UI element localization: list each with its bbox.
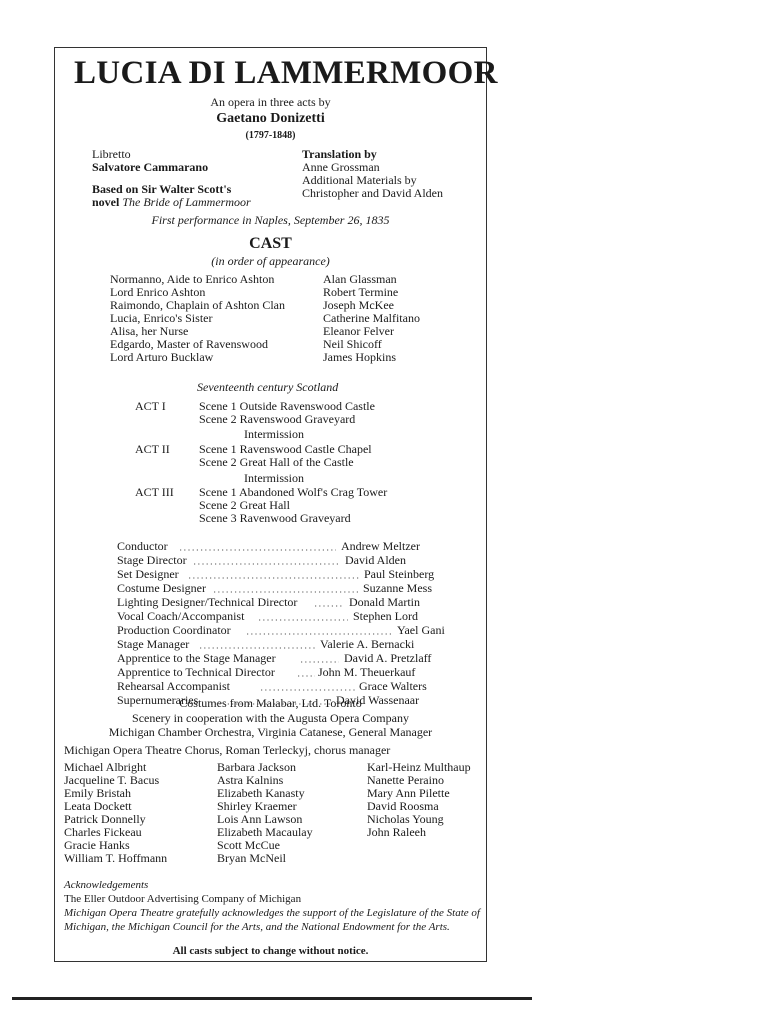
chorus-member: Elizabeth Macaulay: [217, 825, 313, 839]
chorus-member: Michael Albright: [64, 760, 147, 774]
acknowledgements-heading: Acknowledgements: [64, 879, 149, 891]
credit-name: Paul Steinberg: [364, 567, 435, 581]
intermission: Intermission: [244, 471, 304, 485]
additional-materials-label: Additional Materials by: [302, 173, 417, 187]
chorus-member: David Roosma: [367, 799, 439, 813]
chorus-member: Nanette Peraino: [367, 773, 444, 787]
based-on-novel: novel The Bride of Lammermoor: [92, 195, 251, 209]
cast-singer: James Hopkins: [323, 350, 396, 364]
credit-label: Set Designer: [117, 567, 179, 581]
act-2-label: ACT II: [135, 442, 170, 456]
setting: Seventeenth century Scotland: [197, 380, 339, 394]
cast-role: Edgardo, Master of Ravenswood: [110, 337, 268, 351]
first-performance: First performance in Naples, September 26, 1835: [151, 213, 390, 227]
credit-label: Stage Director: [117, 553, 187, 567]
chorus-member: Astra Kalnins: [217, 773, 284, 787]
chorus-heading: Michigan Opera Theatre Chorus, Roman Terleckyj, chorus manager: [64, 743, 391, 757]
credit-label: Supernumeraries: [117, 693, 199, 707]
chorus-column-2: [217, 761, 313, 865]
cast-role: Lord Enrico Ashton: [110, 285, 206, 299]
chorus-column-3: [367, 761, 471, 839]
chorus-member: William T. Hoffmann: [64, 851, 168, 865]
chorus-member: Elizabeth Kanasty: [217, 786, 305, 800]
cast-singer: Eleanor Felver: [323, 324, 394, 338]
act-2-scenes: [199, 443, 372, 469]
credit-name: Andrew Meltzer: [341, 539, 420, 553]
libretto-block: [92, 148, 251, 209]
chorus-member: John Raleeh: [367, 825, 426, 839]
based-on-line: Based on Sir Walter Scott's: [92, 182, 232, 196]
scene-line: Scene 1 Outside Ravenswood Castle: [199, 399, 375, 413]
translator-name: Anne Grossman: [302, 160, 380, 174]
chorus-member: Lois Ann Lawson: [217, 812, 303, 826]
credit-label: Conductor: [117, 539, 168, 553]
act-1-scenes: [199, 400, 375, 426]
cast-singer: Catherine Malfitano: [323, 311, 420, 325]
chorus-member: Nicholas Young: [367, 812, 444, 826]
scenery-credit: Scenery in cooperation with the Augusta Opera Company: [132, 711, 409, 725]
cast-heading: CAST: [249, 235, 292, 252]
credit-label: Lighting Designer/Technical Director: [117, 595, 298, 609]
credit-label: Stage Manager: [117, 637, 190, 651]
chorus-column-1: [64, 761, 167, 865]
cast-singer: Neil Shicoff: [323, 337, 382, 351]
act-3-scenes: [199, 486, 387, 525]
acknowledgements: [64, 878, 480, 934]
scene-line: Scene 2 Great Hall: [199, 498, 290, 512]
credit-name: Suzanne Mess: [363, 581, 432, 595]
credit-name: John M. Theuerkauf: [318, 665, 416, 679]
orchestra-credit: Michigan Chamber Orchestra, Virginia Catanese, General Manager: [108, 725, 433, 739]
chorus-member: Shirley Kraemer: [217, 799, 297, 813]
credit-label: Rehearsal Accompanist: [117, 679, 230, 693]
credit-label: Apprentice to Technical Director: [117, 665, 275, 679]
additional-materials-names: Christopher and David Alden: [302, 186, 443, 200]
change-notice: All casts subject to change without notice.: [172, 945, 369, 957]
chorus-member: Mary Ann Pilette: [367, 786, 450, 800]
chorus-member: Jacqueline T. Bacus: [64, 773, 160, 787]
credit-label: Production Coordinator: [117, 623, 231, 637]
credit-name: David Wassenaar: [336, 693, 420, 707]
cast-singer: Alan Glassman: [323, 272, 397, 286]
credit-name: Grace Walters: [359, 679, 427, 693]
cast-role: Lord Arturo Bucklaw: [110, 350, 214, 364]
composer-dates: (1797-1848): [245, 130, 296, 141]
costumes-credit: Costumes from Malabar, Ltd. Toronto: [179, 696, 362, 710]
cast-singer: Robert Termine: [323, 285, 399, 299]
credit-name: Valerie A. Bernacki: [320, 637, 415, 651]
cast-role: Raimondo, Chaplain of Ashton Clan: [110, 298, 285, 312]
novel-title: The Bride of Lammermoor: [122, 195, 251, 209]
chorus-member: Patrick Donnelly: [64, 812, 146, 826]
chorus-member: Emily Bristah: [64, 786, 131, 800]
credit-label: Costume Designer: [117, 581, 206, 595]
cast-singer: Joseph McKee: [323, 298, 394, 312]
acknowledgement-support: Michigan Opera Theatre gratefully acknowledges the support of the Legislature of the State of Michigan, the Michigan Council for the Arts, and the National Endowment for the Arts.: [64, 907, 480, 933]
chorus-member: Leata Dockett: [64, 799, 132, 813]
chorus-member: Karl-Heinz Multhaup: [367, 760, 471, 774]
chorus-member: Barbara Jackson: [217, 760, 296, 774]
chorus-member: Scott McCue: [217, 838, 280, 852]
cast-role: Normanno, Aide to Enrico Ashton: [110, 272, 275, 286]
scene-line: Scene 1 Ravenswood Castle Chapel: [199, 442, 372, 456]
cast-role: Alisa, her Nurse: [110, 324, 189, 338]
cast-roles: [110, 273, 285, 364]
scene-line: Scene 2 Great Hall of the Castle: [199, 455, 354, 469]
scene-line: Scene 3 Ravenwood Graveyard: [199, 511, 351, 525]
chorus-member: Gracie Hanks: [64, 838, 130, 852]
chorus-member: Bryan McNeil: [217, 851, 286, 865]
chorus-member: Charles Fickeau: [64, 825, 142, 839]
composer-name: Gaetano Donizetti: [216, 111, 325, 126]
cast-role: Lucia, Enrico's Sister: [110, 311, 213, 325]
acknowledgement-sponsor: The Eller Outdoor Advertising Company of Michigan: [64, 893, 302, 905]
scene-line: Scene 2 Ravenswood Graveyard: [199, 412, 356, 426]
credit-name: Yael Gani: [397, 623, 445, 637]
credit-name: David Alden: [345, 553, 406, 567]
translation-block: [302, 148, 443, 200]
credit-name: Donald Martin: [349, 595, 420, 609]
cast-subheading: (in order of appearance): [211, 254, 330, 268]
credit-name: David A. Pretzlaff: [344, 651, 432, 665]
scene-line: Scene 1 Abandoned Wolf's Crag Tower: [199, 485, 388, 499]
translation-label: Translation by: [302, 147, 377, 161]
page-bottom-rule: [12, 997, 532, 1000]
credit-name: Stephen Lord: [353, 609, 418, 623]
librettist-name: Salvatore Cammarano: [92, 160, 209, 174]
credit-label: Vocal Coach/Accompanist: [117, 609, 245, 623]
act-3-label: ACT III: [135, 485, 174, 499]
act-1-label: ACT I: [135, 399, 166, 413]
cast-singers: [323, 273, 420, 364]
opera-title: LUCIA DI LAMMERMOOR: [74, 55, 498, 91]
libretto-label: Libretto: [92, 147, 131, 161]
intermission: Intermission: [244, 427, 304, 441]
credit-label: Apprentice to the Stage Manager: [117, 651, 276, 665]
subtitle: An opera in three acts by: [210, 95, 331, 109]
